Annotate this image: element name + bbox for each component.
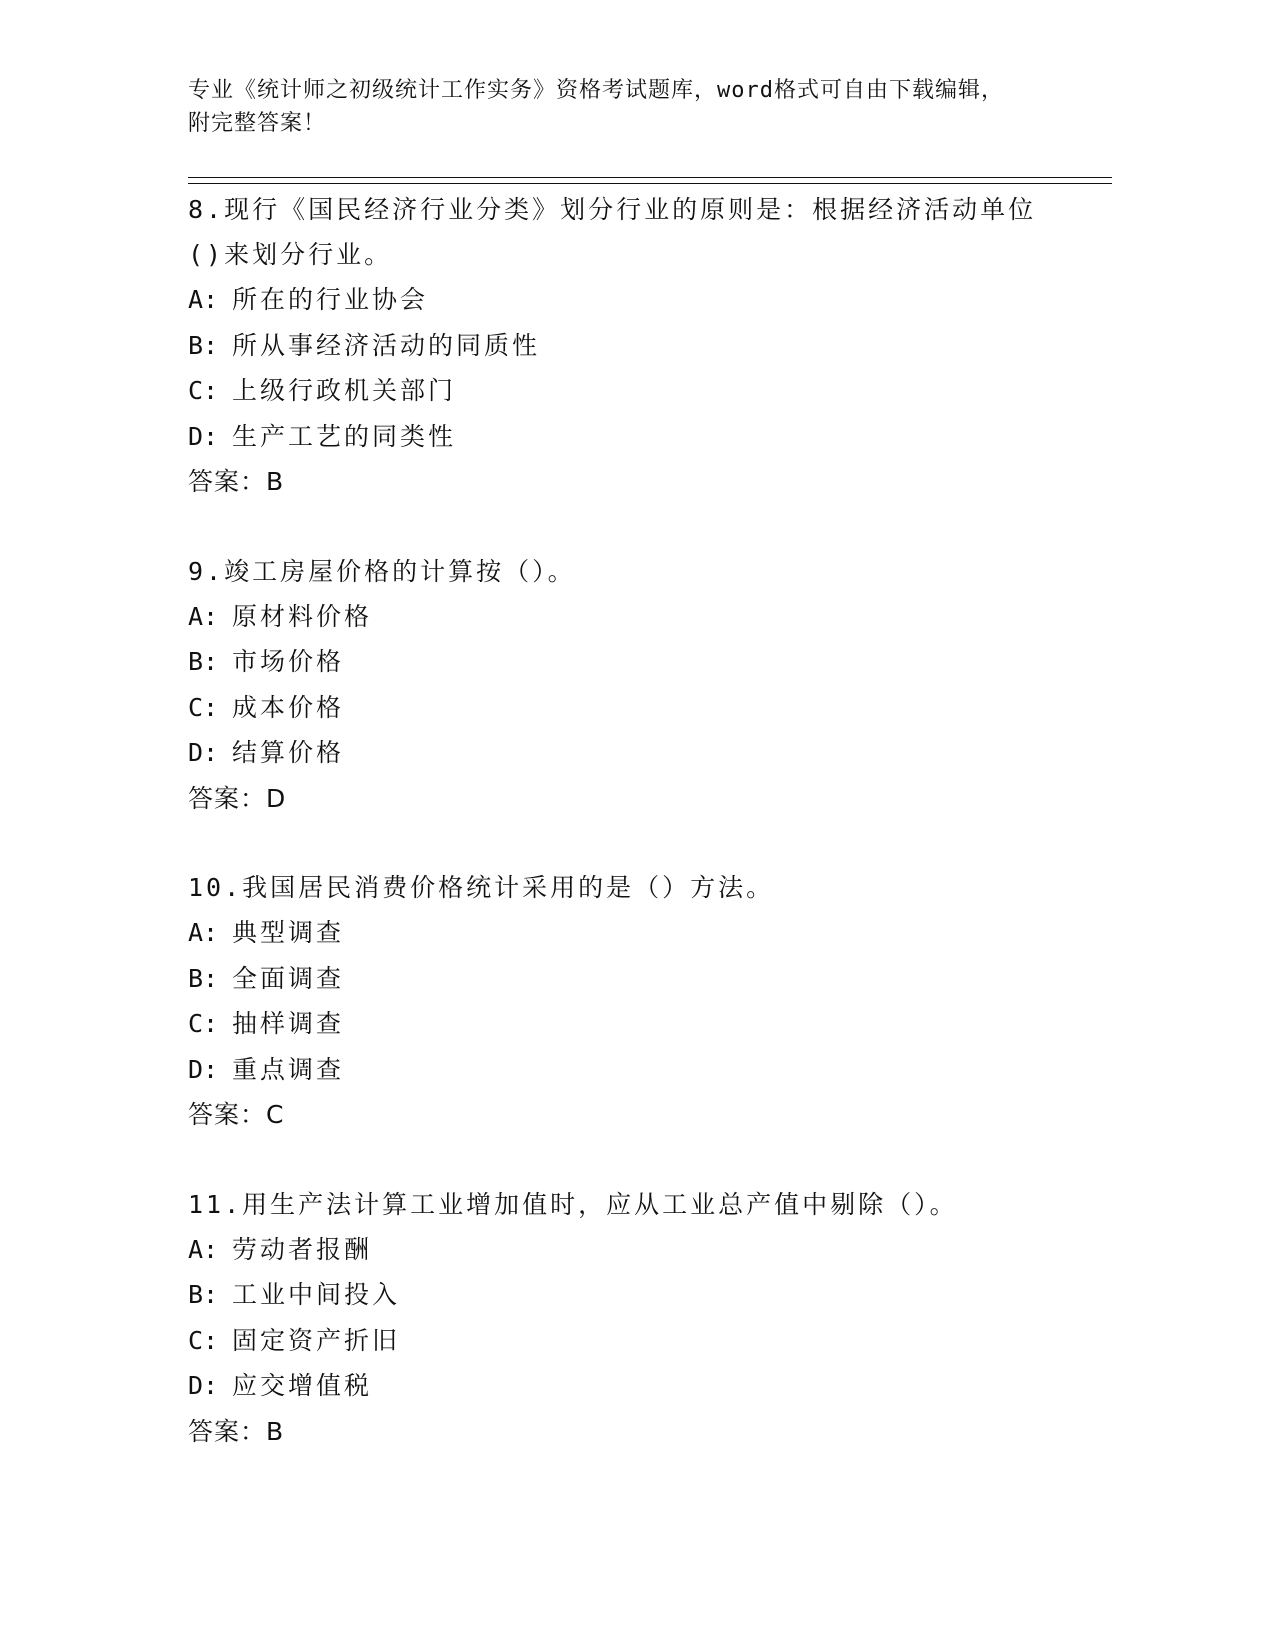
option-text: 成本价格 [232, 692, 345, 722]
option-text: 重点调查 [232, 1054, 345, 1084]
option-text: 所从事经济活动的同质性 [232, 330, 541, 360]
question-stem: 11.用生产法计算工业增加值时，应从工业总产值中剔除（）。 [188, 1189, 958, 1219]
question-11 [188, 1182, 1088, 1455]
question-list [188, 187, 1088, 1498]
question-stem: 8.现行《国民经济行业分类》划分行业的原则是：根据经济活动单位 [188, 195, 1037, 224]
option-letter: A: [188, 285, 219, 314]
option-letter: B: [188, 963, 219, 993]
option-text: 所在的行业协会 [232, 285, 429, 314]
header-divider-bottom [188, 183, 1112, 184]
option-letter: C: [188, 692, 219, 722]
option-c [188, 1318, 1088, 1364]
option-text: 劳动者报酬 [232, 1234, 373, 1264]
document-header [188, 74, 1068, 140]
option-letter: A: [188, 1234, 219, 1264]
option-letter: B: [188, 647, 219, 676]
option-text: 生产工艺的同类性 [232, 421, 457, 451]
question-10 [188, 865, 1088, 1138]
option-a [188, 594, 1088, 640]
question-9 [188, 549, 1088, 822]
option-b [188, 1272, 1088, 1318]
option-text: 上级行政机关部门 [232, 376, 457, 405]
answer-line: 答案：D [188, 783, 287, 813]
option-text: 全面调查 [232, 963, 345, 993]
option-b [188, 323, 1088, 369]
option-text: 典型调查 [232, 918, 345, 947]
option-c [188, 685, 1088, 731]
option-b [188, 639, 1088, 685]
option-letter: B: [188, 1280, 219, 1309]
question-8 [188, 187, 1088, 505]
option-letter: D: [188, 1371, 219, 1400]
option-b [188, 956, 1088, 1002]
option-letter: C: [188, 1325, 219, 1355]
option-c [188, 368, 1088, 414]
header-line-1: 专业《统计师之初级统计工作实务》资格考试题库，word格式可自由下载编辑， [188, 78, 1004, 103]
option-d [188, 1047, 1088, 1093]
question-stem: 10.我国居民消费价格统计采用的是（）方法。 [188, 873, 775, 902]
answer-line: 答案：C [188, 1100, 285, 1129]
option-text: 固定资产折旧 [232, 1325, 401, 1355]
answer-line: 答案：B [188, 1416, 285, 1446]
option-text: 结算价格 [232, 738, 345, 767]
option-a [188, 277, 1088, 323]
option-letter: C: [188, 1009, 219, 1038]
option-text: 应交增值税 [232, 1371, 373, 1400]
header-divider-top [188, 177, 1112, 178]
option-letter: D: [188, 421, 219, 451]
header-line-2: 附完整答案！ [188, 111, 327, 136]
option-letter: C: [188, 376, 219, 405]
answer-line: 答案：B [188, 467, 285, 496]
option-letter: A: [188, 918, 219, 947]
option-letter: D: [188, 1054, 219, 1084]
option-d [188, 414, 1088, 460]
question-stem: 9.竣工房屋价格的计算按（）。 [188, 556, 576, 586]
option-d [188, 1363, 1088, 1409]
option-a [188, 1227, 1088, 1273]
option-d [188, 730, 1088, 776]
option-text: 市场价格 [232, 647, 345, 676]
option-text: 原材料价格 [232, 601, 373, 631]
option-text: 抽样调查 [232, 1009, 345, 1038]
option-letter: B: [188, 330, 219, 360]
option-text: 工业中间投入 [232, 1280, 401, 1309]
option-a [188, 910, 1088, 956]
option-letter: D: [188, 738, 219, 767]
option-c [188, 1001, 1088, 1047]
option-letter: A: [188, 601, 219, 631]
question-stem-continued: ()来划分行业。 [188, 240, 393, 269]
